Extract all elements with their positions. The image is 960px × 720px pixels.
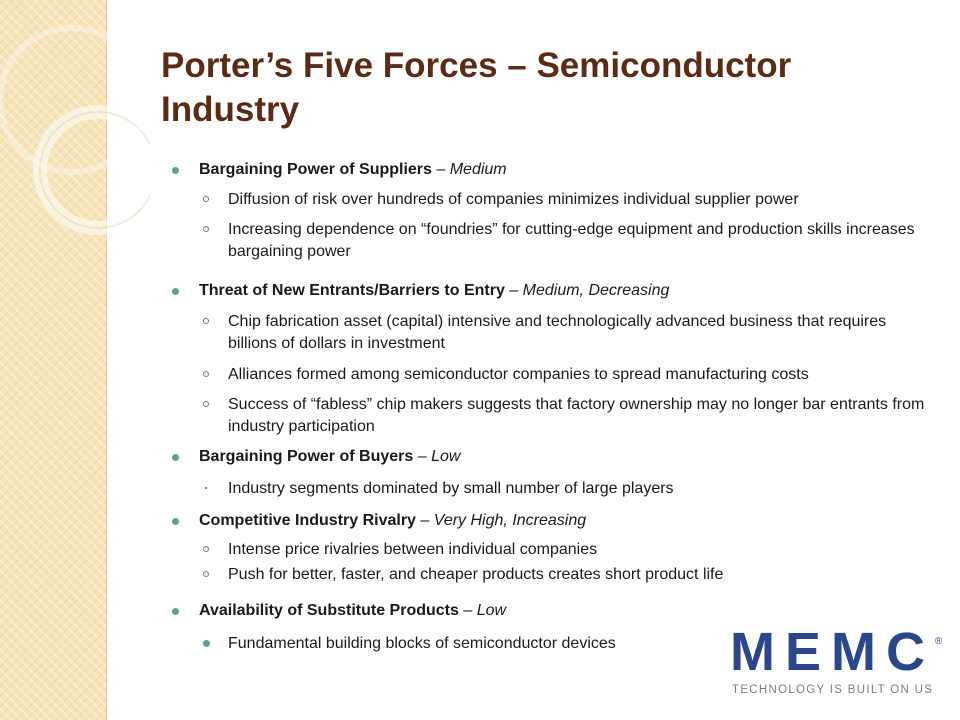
- sub-bullet: [203, 371, 209, 377]
- sub-bullet: [203, 318, 209, 324]
- sub-bullet: [203, 196, 209, 202]
- force-bullet: [172, 454, 179, 461]
- logo-wordmark: MEMC: [730, 622, 935, 682]
- sub-bullet: [203, 546, 209, 552]
- force-heading: Threat of New Entrants/Barriers to Entry – Medium, Decreasing: [199, 282, 670, 299]
- sub-bullet: [203, 640, 210, 647]
- logo-tagline: TECHNOLOGY IS BUILT ON US: [732, 684, 934, 696]
- force-point: Success of “fabless” chip makers suggests that factory ownership may no longer bar entrants from industry participation: [228, 396, 925, 435]
- force-point: Increasing dependence on “foundries” for cutting-edge equipment and production skills increases bargaining power: [228, 221, 915, 260]
- sub-bullet: [203, 571, 209, 577]
- force-point: Intense price rivalries between individual companies: [228, 541, 598, 558]
- force-bullet: [172, 518, 179, 525]
- slide-title: Porter’s Five Forces – Semiconductor Industry: [161, 46, 792, 129]
- force-point: Chip fabrication asset (capital) intensive and technologically advanced business that requires billions of dollars in investment: [228, 313, 887, 352]
- registered-mark: ®: [935, 636, 943, 647]
- force-heading: Availability of Substitute Products – Low: [199, 602, 507, 619]
- force-point: Alliances formed among semiconductor companies to spread manufacturing costs: [228, 366, 809, 383]
- sub-bullet: [205, 487, 207, 489]
- force-point: Diffusion of risk over hundreds of companies minimizes individual supplier power: [228, 191, 799, 208]
- force-point: Industry segments dominated by small number of large players: [228, 480, 674, 497]
- sub-bullet: [203, 401, 209, 407]
- memc-logo: [730, 622, 944, 698]
- force-point: Fundamental building blocks of semiconductor devices: [228, 635, 616, 652]
- force-heading: Bargaining Power of Suppliers – Medium: [199, 161, 507, 178]
- force-bullet: [172, 608, 179, 615]
- force-point: Push for better, faster, and cheaper products creates short product life: [228, 566, 724, 583]
- decorative-circles: [0, 0, 150, 260]
- force-heading: Bargaining Power of Buyers – Low: [199, 448, 461, 465]
- sub-bullet: [203, 226, 209, 232]
- force-bullet: [172, 167, 179, 174]
- force-heading: Competitive Industry Rivalry – Very High, Increasing: [199, 512, 587, 529]
- force-bullet: [172, 288, 179, 295]
